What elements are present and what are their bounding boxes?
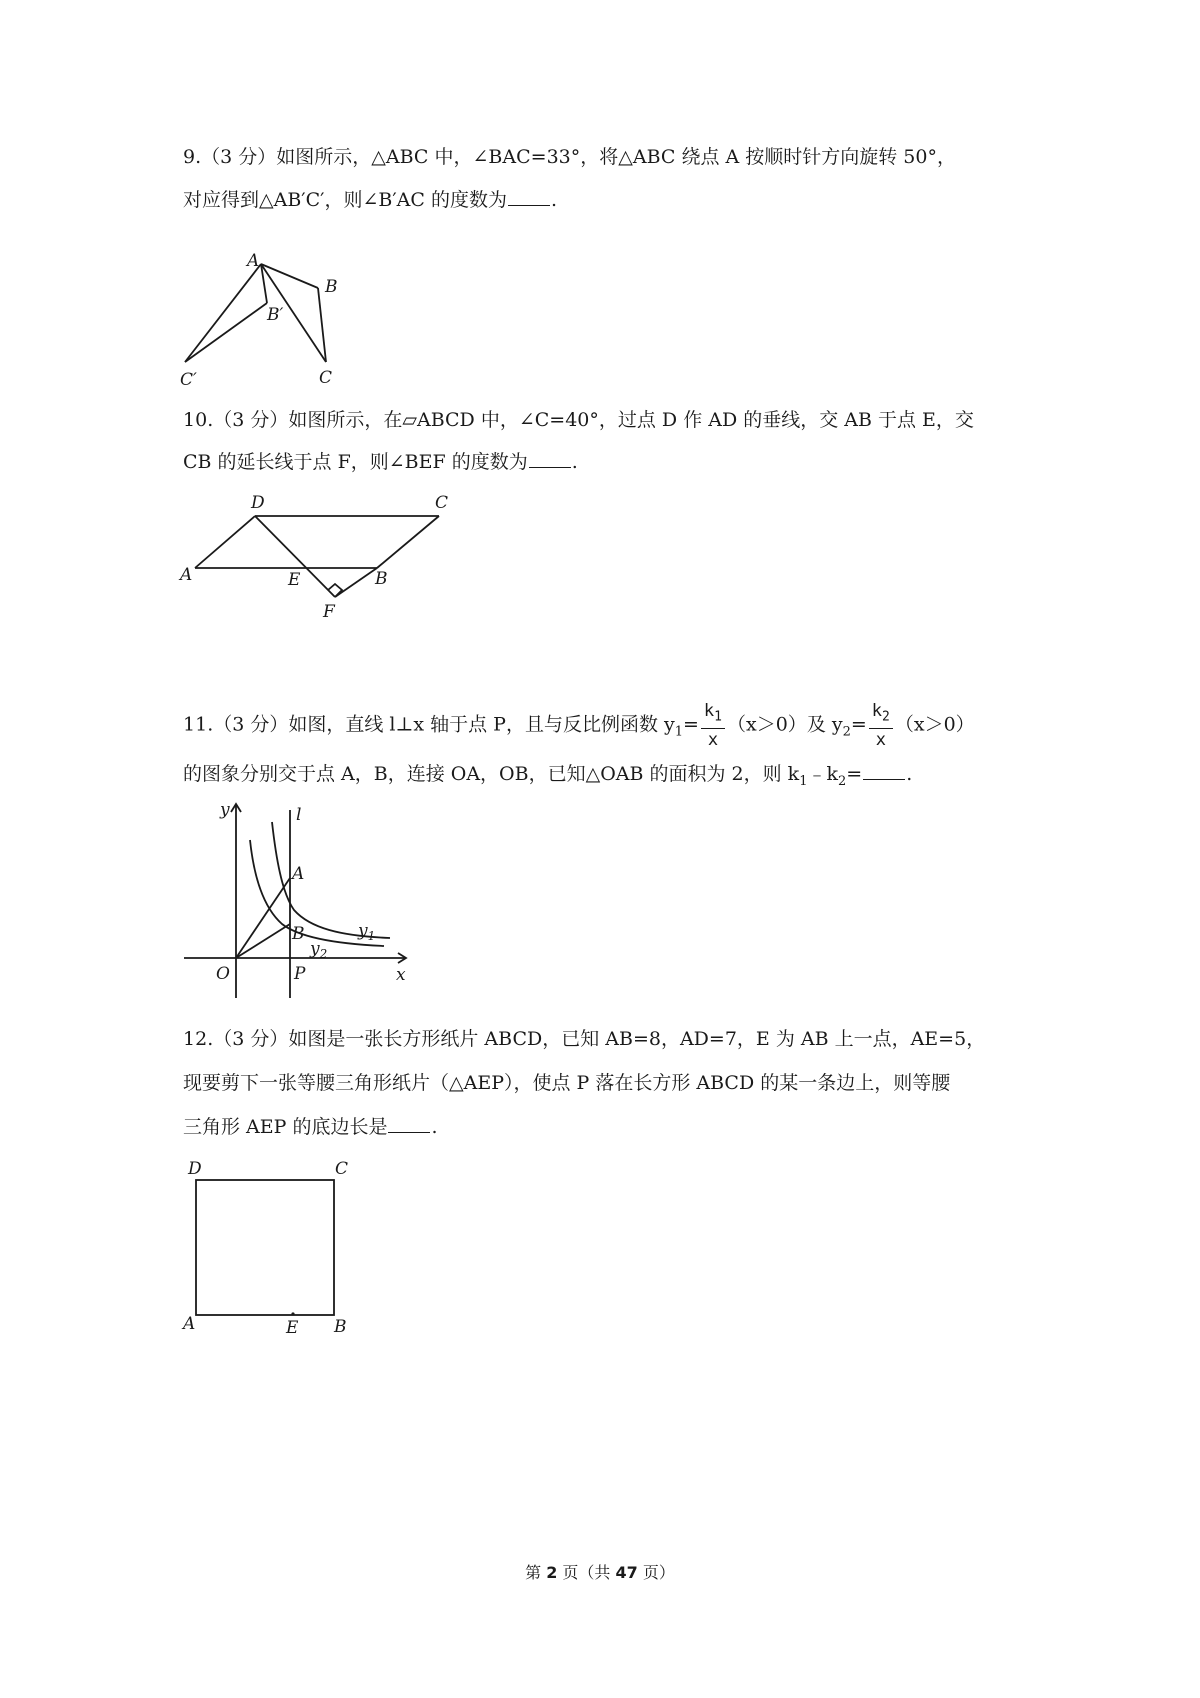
q12-points: （3 分）	[213, 1028, 289, 1050]
q11-text2a: 的图象分别交于点 A，B，连接 OA，OB，已知△OAB 的面积为 2，则 k	[183, 763, 800, 785]
q10-label-e: E	[288, 570, 301, 590]
q11-cond1: （x＞0）	[727, 713, 807, 736]
q10-line2	[183, 448, 578, 476]
q10-figure	[175, 490, 465, 630]
q9-end: .	[550, 189, 558, 211]
q9-points: （3 分）	[201, 146, 277, 168]
q11-eq1: =	[683, 713, 699, 736]
q11-frac2-num-sub: 2	[882, 709, 890, 725]
q11-label-o: O	[216, 964, 230, 984]
q10-text1: 如图所示，在▱ABCD 中，∠C=40°，过点 D 作 AD 的垂线，交 AB 于点 E，交	[288, 409, 974, 431]
q10-text2: CB 的延长线于点 F，则∠BEF 的度数为	[183, 451, 528, 473]
q9-text2: 对应得到△AB′C′，则∠B′AC 的度数为	[183, 189, 507, 211]
q11-label-y2-sub: 2	[319, 947, 328, 961]
q10-label-f: F	[323, 602, 335, 622]
q12-end: .	[431, 1116, 438, 1138]
q9-label-c-prime: C′	[180, 370, 197, 390]
q12-text3: 三角形 AEP 的底边长是	[183, 1116, 388, 1138]
q9-label-b-prime: B′	[267, 305, 284, 325]
footer-prefix: 第	[525, 1563, 542, 1582]
footer-page-number: 2	[546, 1563, 558, 1582]
q9-label-b: B	[325, 277, 338, 297]
q11-end: .	[906, 763, 913, 785]
q12-label-d: D	[188, 1159, 202, 1179]
q10-line1: 10.（3 分）如图所示，在▱ABCD 中，∠C=40°，过点 D 作 AD 的垂线，交 AB 于点 E，交	[183, 409, 974, 431]
q11-answer-blank	[863, 760, 905, 780]
q11-frac2-den: x	[875, 730, 886, 751]
q11-label-y1-main: y	[358, 921, 368, 941]
q12-label-c: C	[335, 1159, 349, 1179]
q11-frac2-num: k	[871, 701, 883, 721]
q12-answer-blank	[388, 1113, 430, 1133]
q11-label-y2-main: y	[310, 939, 320, 959]
q11-fraction-2	[869, 700, 893, 751]
q11-line1: 11.（3 分）如图，直线 l⊥x 轴于点 P，且与反比例函数 $y_1=$ $\frac{k_1}{x}$ （x＞0）及 $y_2=$ $\frac{k_2}{x}$ （x＞0）	[183, 701, 975, 751]
q11-text2b: =	[846, 763, 863, 785]
q9-number: 9	[183, 146, 196, 168]
q11-minus: ﹣k	[807, 763, 838, 785]
q11-number: 11	[183, 713, 208, 736]
q11-label-b: B	[292, 924, 305, 944]
q11-label-y-axis: y	[220, 800, 230, 820]
q12-line2	[183, 1069, 950, 1097]
q10-points: （3 分）	[213, 409, 289, 431]
q10-label-b: B	[375, 569, 388, 589]
q9-answer-blank	[508, 186, 550, 206]
q10-end: .	[571, 451, 578, 473]
q12-label-e: E	[286, 1318, 299, 1338]
q12-number: 12	[183, 1028, 208, 1050]
q11-frac1-num: k	[703, 701, 715, 721]
q12-line3	[183, 1113, 438, 1141]
q11-frac1-den: x	[707, 730, 719, 751]
footer-suffix: 页）	[642, 1563, 675, 1582]
q11-label-l: l	[296, 805, 302, 825]
q12-figure	[178, 1158, 368, 1348]
q11-fraction-1	[701, 700, 725, 751]
q11-label-y1	[357, 921, 375, 943]
q11-y1-sub: 1	[674, 724, 683, 740]
q9-label-c: C	[319, 368, 333, 388]
q12-line1: 12.（3 分）如图是一张长方形纸片 ABCD，已知 AB=8，AD=7，E 为 AB 上一点，AE=5，	[183, 1028, 986, 1050]
q11-cond2: （x＞0）	[894, 713, 975, 736]
q11-eq2: =	[850, 713, 867, 736]
q11-y2-sub: 2	[842, 724, 851, 740]
footer-mid: 页（共	[562, 1563, 611, 1582]
q9-figure	[175, 252, 360, 414]
q9-line1: 9.（3 分）如图所示，△ABC 中，∠BAC=33°，将△ABC 绕点 A 按顺时针方向旋转 50°，	[183, 146, 956, 168]
q9-text1: 如图所示，△ABC 中，∠BAC=33°，将△ABC 绕点 A 按顺时针方向旋转 50°，	[276, 146, 956, 168]
q12-label-b: B	[334, 1317, 347, 1337]
page-footer	[0, 1560, 1200, 1583]
q11-label-p: P	[294, 964, 306, 984]
q12-text1: 如图是一张长方形纸片 ABCD，已知 AB=8，AD=7，E 为 AB 上一点，AE=5，	[288, 1028, 986, 1050]
q11-label-y2	[309, 939, 327, 961]
footer-total-pages: 47	[615, 1563, 638, 1582]
q10-label-c: C	[435, 493, 449, 513]
q12-label-a: A	[183, 1314, 196, 1334]
q11-k2-sub: 2	[838, 773, 847, 789]
q11-points: （3 分）	[213, 713, 289, 736]
q11-k1-sub: 1	[799, 773, 808, 789]
q9-line2	[183, 186, 557, 214]
q12-text2: 现要剪下一张等腰三角形纸片（△AEP），使点 P 落在长方形 ABCD 的某一条边上，则等腰	[183, 1072, 951, 1094]
q10-number: 10	[183, 409, 208, 431]
q11-line2	[183, 760, 912, 796]
q11-frac1-num-sub: 1	[714, 709, 722, 725]
q9-label-a: A	[247, 252, 260, 271]
q11-text1b: 及 y	[806, 713, 843, 736]
q11-text1a: 如图，直线 l⊥x 轴于点 P，且与反比例函数 y	[288, 713, 675, 736]
q10-label-a: A	[180, 565, 193, 585]
q11-label-y1-sub: 1	[367, 929, 376, 943]
q11-label-a: A	[292, 864, 305, 884]
q11-label-x-axis: x	[396, 965, 406, 985]
q10-answer-blank	[529, 448, 571, 468]
q10-label-d: D	[251, 493, 265, 513]
q11-figure	[178, 798, 418, 1010]
